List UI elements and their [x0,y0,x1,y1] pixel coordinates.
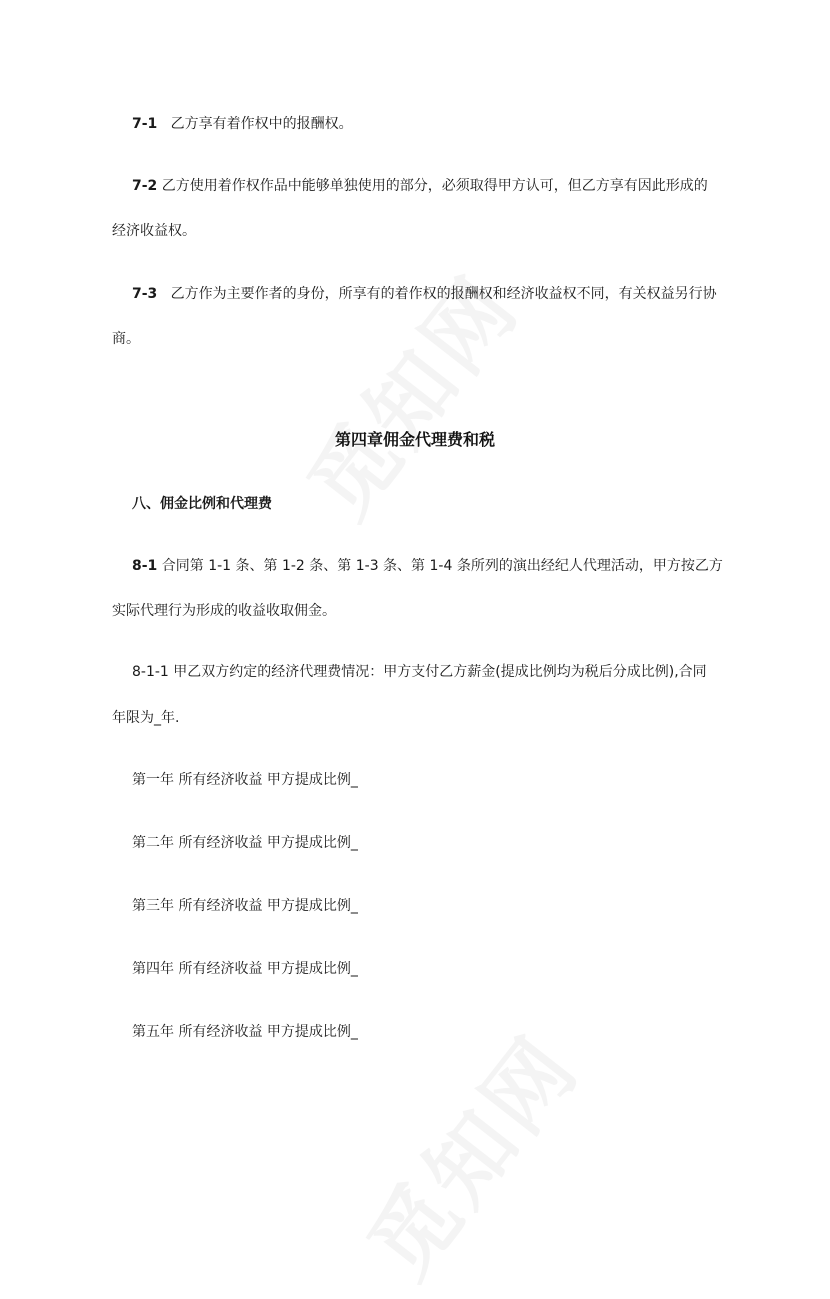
clause-number: 8-1-1 [132,664,169,680]
section-title: 八、佣金比例和代理费 [132,496,272,512]
year-row-1: 第一年 所有经济收益 甲方提成比例_ [132,772,358,788]
clause-text: 乙方使用着作权作品中能够单独使用的部分，必须取得甲方认可，但乙方享有因此形成的 [161,178,708,194]
clause-8-1-1 [132,662,707,682]
clause-text: 乙方享有着作权中的报酬权。 [170,116,353,132]
clause-8-1-1-continued: 年限为_年. [112,710,180,726]
clause-number: 7-2 [132,178,158,194]
clause-number: 7-1 [132,116,158,132]
clause-7-3 [132,284,717,304]
clause-8-1-continued: 实际代理行为形成的收益收取佣金。 [112,603,336,619]
year-row-3: 第三年 所有经济收益 甲方提成比例_ [132,898,358,914]
clause-text: 乙方作为主要作者的身份，所享有的着作权的报酬权和经济收益权不同，有关权益另行协 [170,286,717,302]
watermark-lower [334,1005,602,1299]
year-row-2: 第二年 所有经济收益 甲方提成比例_ [132,835,358,851]
chapter-title: 第四章佣金代理费和税 [334,430,495,449]
clause-7-2-continued: 经济收益权。 [112,223,196,239]
clause-7-1 [132,114,353,134]
clause-number: 8-1 [132,558,158,574]
clause-8-1 [132,556,723,576]
clause-7-3-continued: 商。 [112,331,140,347]
clause-7-2 [132,176,708,196]
year-row-5: 第五年 所有经济收益 甲方提成比例_ [132,1024,358,1040]
year-row-4: 第四年 所有经济收益 甲方提成比例_ [132,961,358,977]
clause-text: 合同第 1-1 条、第 1-2 条、第 1-3 条、第 1-4 条所列的演出经纪人代理活动，甲方按乙方 [161,558,723,574]
clause-text: 甲乙双方约定的经济代理费情况：甲方支付乙方薪金(提成比例均为税后分成比例),合同 [173,664,707,680]
clause-number: 7-3 [132,286,158,302]
